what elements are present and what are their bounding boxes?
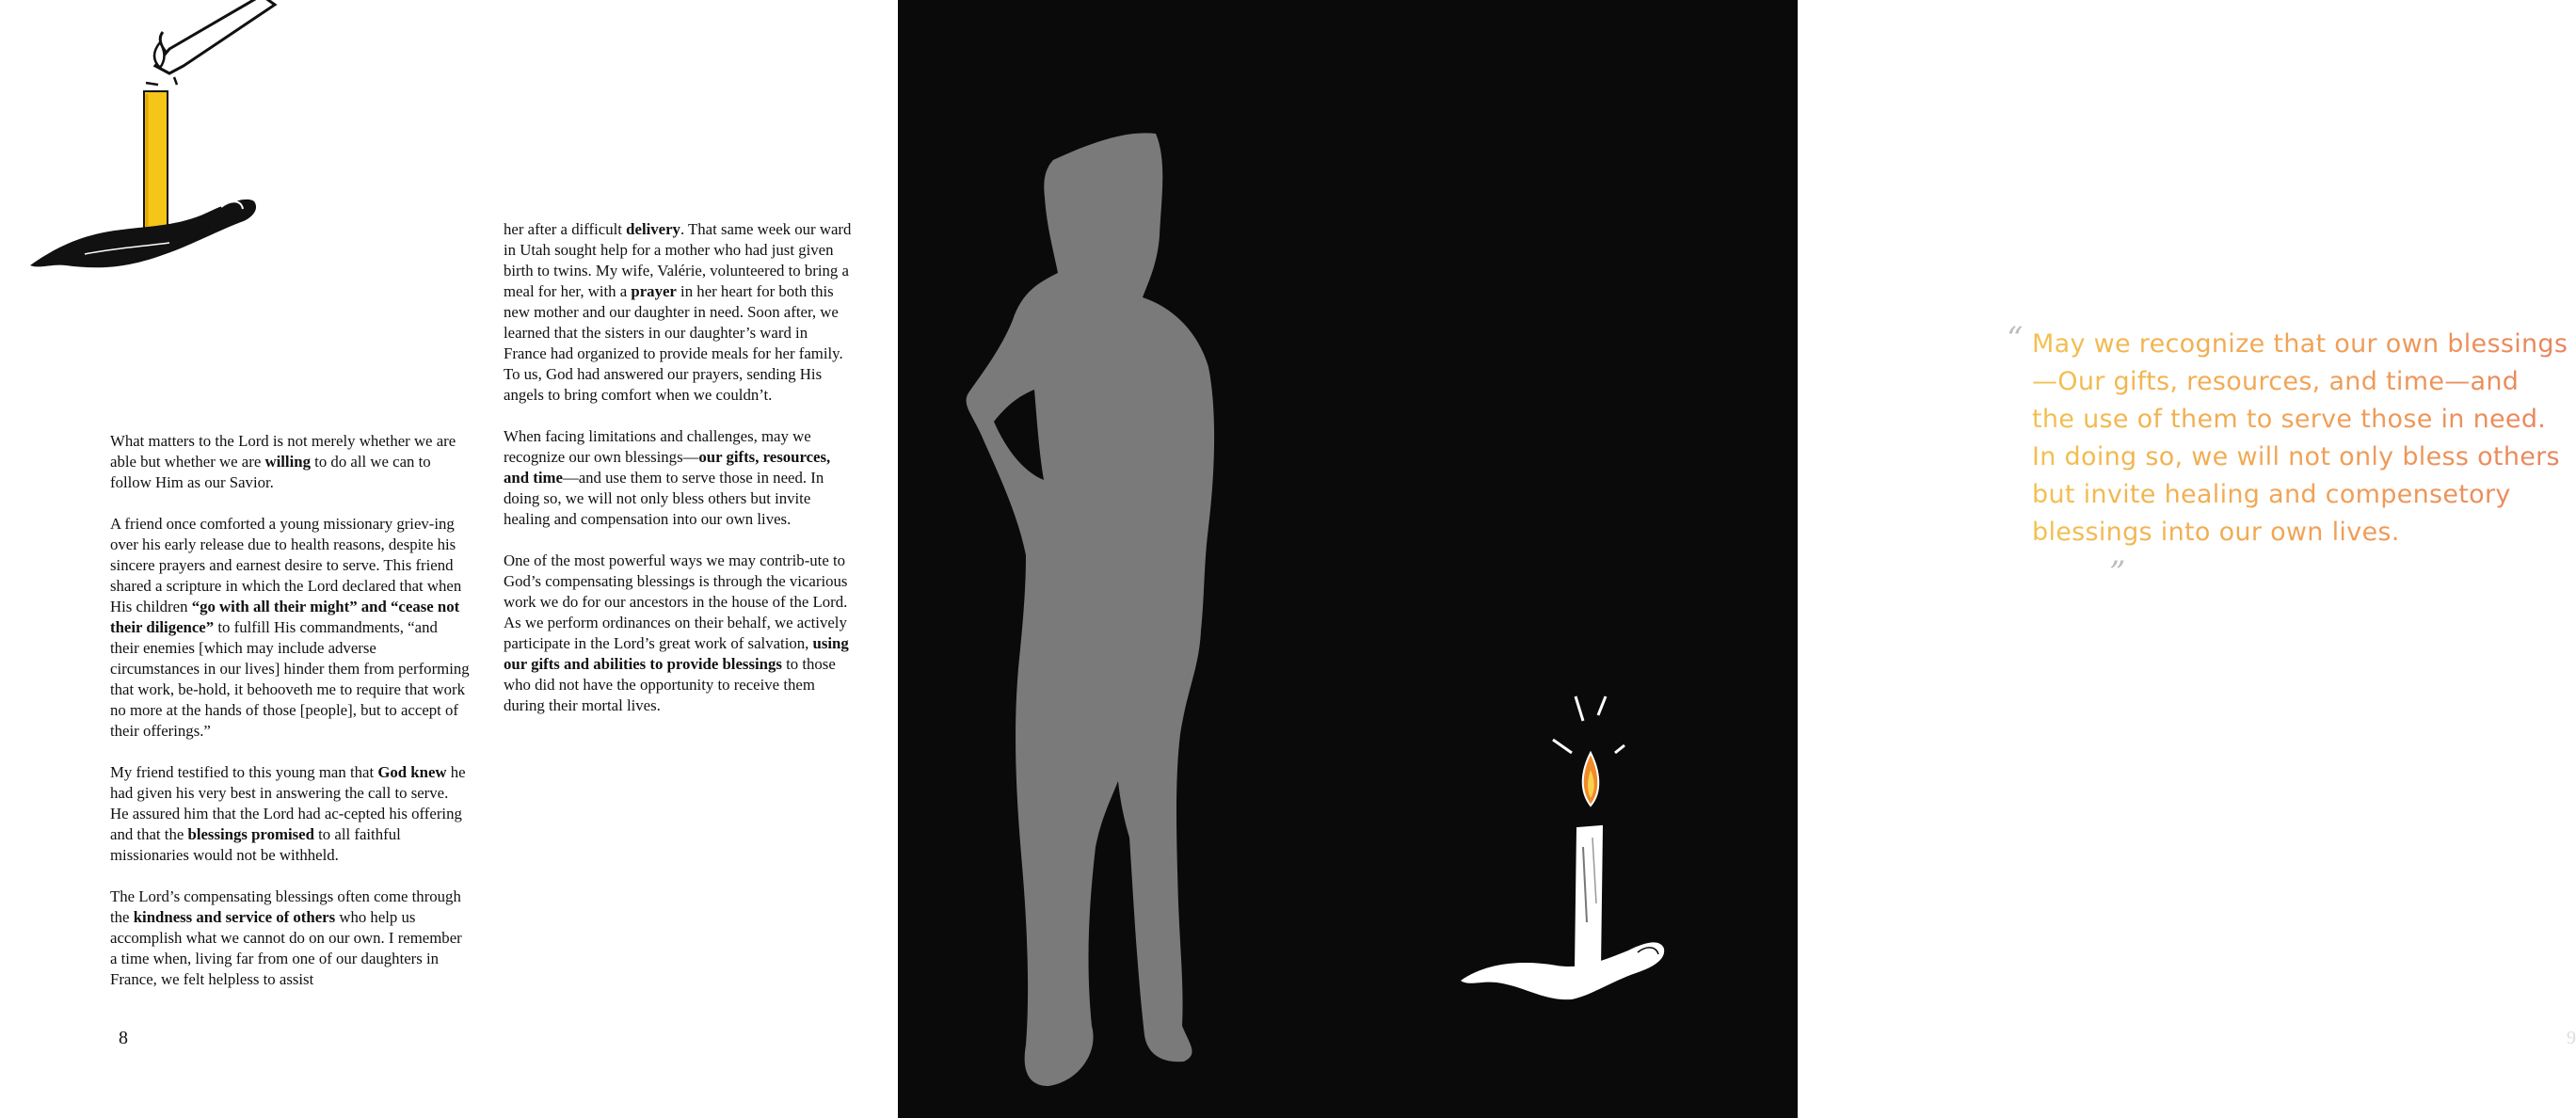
pull-quote: May we recognize that our own blessings—Our gifts, resources, and time—and the use of them to serve those in need. In doing so, we will not only bless others but invite healing and compensetory blessings into our own lives.	[2032, 326, 2568, 551]
page-number: 9	[2567, 1028, 2576, 1048]
paragraph: The Lord’s compensating blessings often come through the kindness and service of others who help us accomplish what we cannot do on our own. I remember a time when, living far from one of our daughters in France, we felt helpless to assist	[110, 887, 462, 988]
paragraph: My friend testified to this young man that God knew he had given his very best in answering the call to serve. He assured him that the Lord had ac-cepted his offering and that the blessings promised to all faithful missionaries would not be withheld.	[110, 763, 466, 864]
left-page	[0, 0, 898, 1118]
white-candle-icon	[1459, 687, 1685, 1016]
paragraph: A friend once comforted a young missionary griev-ing over his early release due to health reasons, despite his sincere prayers and earnest desire to serve. This friend shared a scripture in which the Lord declared that when His children “go with all their might” and “cease not their diligence” to fulfill His commandments, “and their enemies [which may include adverse circumstances in our lives] hinder them from performing that work, be-hold, it behooveth me to require that work no more at the hands of those [people], but to accept of their offerings.”	[110, 515, 470, 740]
paragraph: One of the most powerful ways we may contrib-ute to God’s compensating blessings is through the vicarious work we do for our ancestors in the house of the Lord. As we perform ordinances on their behalf, we actively participate in the Lord’s great work of salvation, using our gifts and abilities to provide blessings to those who did not have the opportunity to receive them during their mortal lives.	[504, 551, 849, 714]
paragraph: What matters to the Lord is not merely whether we are able but whether we are willing to do all we can to follow Him as our Savior.	[110, 432, 456, 491]
close-quote-mark: ”	[2109, 554, 2126, 592]
right-page	[898, 0, 2576, 1118]
paragraph: When facing limitations and challenges, may we recognize our own blessings—our gifts, resources, and time—and use them to serve those in need. In doing so, we will not only bless others but invite healing and compensation into our own lives.	[504, 427, 831, 528]
open-quote-mark: “	[2007, 320, 2024, 358]
text-column-2	[504, 219, 854, 737]
page-number: 8	[119, 1028, 128, 1048]
paragraph: her after a difficult delivery. That same week our ward in Utah sought help for a mother who had just given birth to twins. My wife, Valérie, volunteered to bring a meal for her, with a prayer in her heart for both this new mother and our daughter in need. Soon after, we learned that the sisters in our daughter’s ward in France had organized to provide meals for her family. To us, God had answered our prayers, sending His angels to bring comfort when we couldn’t.	[504, 220, 852, 404]
candle-lighting-icon	[28, 0, 273, 282]
person-silhouette	[936, 122, 1246, 1101]
text-column-1	[110, 431, 470, 1011]
